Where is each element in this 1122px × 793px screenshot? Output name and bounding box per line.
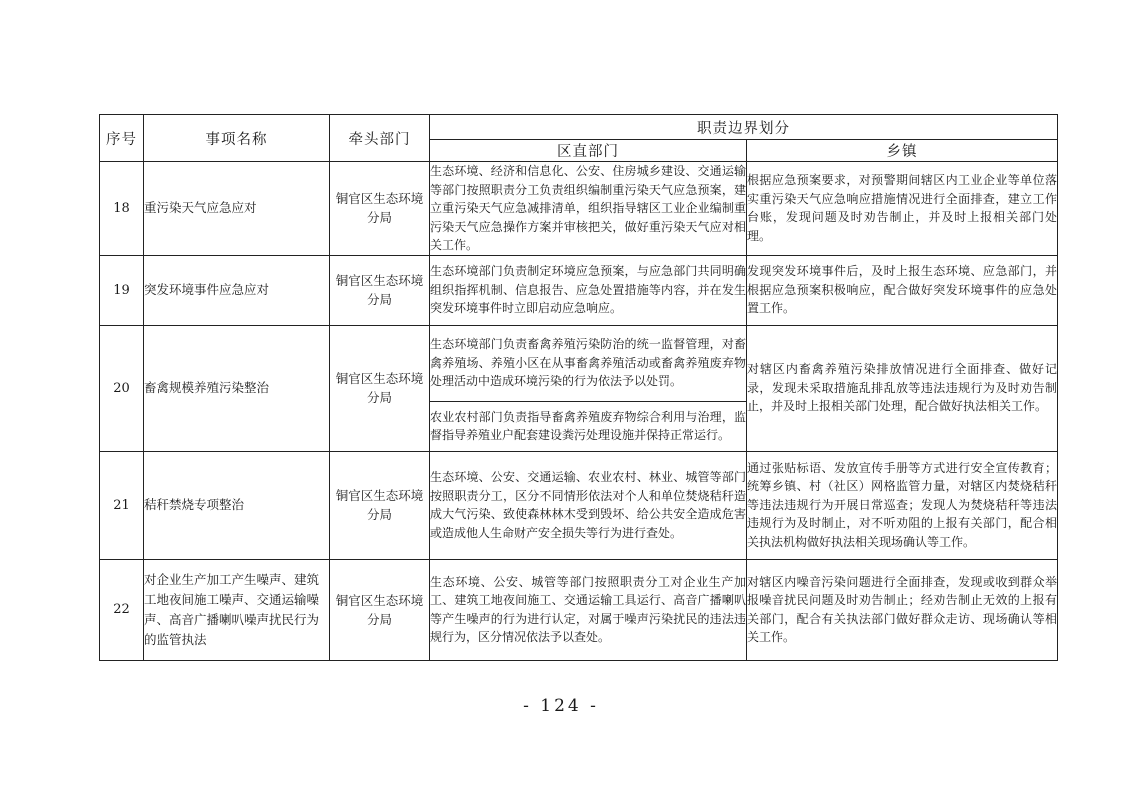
lead-dept: 铜官区生态环境分局 — [330, 451, 430, 559]
town-duty: 对辖区内噪音污染问题进行全面排查，发现或收到群众举报噪音扰民问题及时劝告制止；经劝告制止无效的上报有关部门，配合有关执法部门做好群众走访、现场确认等相关工作。 — [747, 559, 1058, 660]
item-name: 畜禽规模养殖污染整治 — [144, 325, 330, 451]
table-row — [100, 162, 1058, 256]
header-lead-dept: 牵头部门 — [330, 115, 430, 162]
responsibility-table — [99, 114, 1058, 661]
header-district: 区直部门 — [430, 140, 747, 162]
table-row — [100, 325, 1058, 401]
row-number: 20 — [100, 325, 144, 451]
district-duty: 生态环境部门负责制定环境应急预案，与应急部门共同明确组织指挥机制、信息报告、应急处置措施等内容，并在发生突发环境事件时立即启动应急响应。 — [430, 255, 747, 325]
district-duty: 生态环境、公安、城管等部门按照职责分工对企业生产加工、建筑工地夜间施工、交通运输工具运行、高音广播喇叭等产生噪声的行为进行认定，对属于噪声污染扰民的违法违规行为，区分情况依法予以查处。 — [430, 559, 747, 660]
town-duty: 发现突发环境事件后，及时上报生态环境、应急部门，并根据应急预案积极响应，配合做好突发环境事件的应急处置工作。 — [747, 255, 1058, 325]
district-duty: 农业农村部门负责指导畜禽养殖废弃物综合利用与治理，监督指导养殖业户配套建设粪污处理设施并保持正常运行。 — [430, 401, 747, 451]
table-row — [100, 255, 1058, 325]
header-town: 乡镇 — [747, 140, 1058, 162]
district-duty: 生态环境部门负责畜禽养殖污染防治的统一监督管理，对畜禽养殖场、养殖小区在从事畜禽养殖活动或畜禽养殖废弃物处理活动中造成环境污染的行为依法予以处罚。 — [430, 325, 747, 401]
item-name: 突发环境事件应急应对 — [144, 255, 330, 325]
lead-dept: 铜官区生态环境分局 — [330, 559, 430, 660]
row-number: 22 — [100, 559, 144, 660]
header-row-top — [100, 115, 1058, 140]
town-duty: 根据应急预案要求，对预警期间辖区内工业企业等单位落实重污染天气应急响应措施情况进行全面排查，建立工作台账，发现问题及时劝告制止，并及时上报相关部门处理。 — [747, 162, 1058, 256]
page-number: - 124 - — [523, 696, 599, 716]
item-name: 秸秆禁烧专项整治 — [144, 451, 330, 559]
table-row — [100, 559, 1058, 660]
header-seq: 序号 — [100, 115, 144, 162]
row-number: 19 — [100, 255, 144, 325]
header-boundary: 职责边界划分 — [430, 115, 1058, 140]
row-number: 21 — [100, 451, 144, 559]
table-row — [100, 451, 1058, 559]
district-duty: 生态环境、公安、交通运输、农业农村、林业、城管等部门按照职责分工，区分不同情形依法对个人和单位焚烧秸秆造成大气污染、致使森林林木受到毁坏、给公共安全造成危害或造成他人生命财产安全损失等行为进行查处。 — [430, 451, 747, 559]
district-duty: 生态环境、经济和信息化、公安、住房城乡建设、交通运输等部门按照职责分工负责组织编制重污染天气应急预案，建立重污染天气应急减排清单，组织指导辖区工业企业编制重污染天气应急操作方案并审核把关，做好重污染天气应对相关工作。 — [430, 162, 747, 256]
town-duty: 通过张贴标语、发放宣传手册等方式进行安全宣传教育；统筹乡镇、村（社区）网格监管力量，对辖区内焚烧秸秆等违法违规行为开展日常巡查；发现人为焚烧秸秆等违法违规行为及时制止，对不听劝阻的上报有关部门，配合相关执法机构做好执法相关现场确认等工作。 — [747, 451, 1058, 559]
row-number: 18 — [100, 162, 144, 256]
lead-dept: 铜官区生态环境分局 — [330, 162, 430, 256]
item-name: 重污染天气应急应对 — [144, 162, 330, 256]
item-name: 对企业生产加工产生噪声、建筑工地夜间施工噪声、交通运输噪声、高音广播喇叭噪声扰民行为的监管执法 — [144, 559, 330, 660]
lead-dept: 铜官区生态环境分局 — [330, 255, 430, 325]
town-duty: 对辖区内畜禽养殖污染排放情况进行全面排查、做好记录，发现未采取措施乱排乱放等违法违规行为及时劝告制止，并及时上报相关部门处理，配合做好执法相关工作。 — [747, 325, 1058, 451]
lead-dept: 铜官区生态环境分局 — [330, 325, 430, 451]
header-item-name: 事项名称 — [144, 115, 330, 162]
